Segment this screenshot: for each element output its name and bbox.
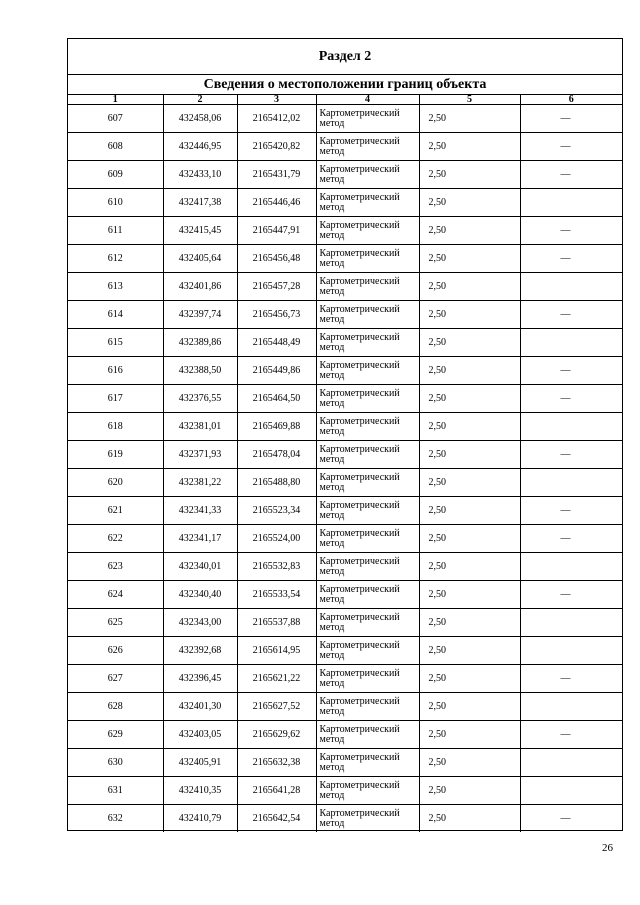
note-cell	[520, 637, 622, 665]
point-number-cell: 610	[68, 189, 163, 217]
table-row	[68, 553, 622, 581]
accuracy-cell: 2,50	[419, 637, 520, 665]
table-row	[68, 497, 622, 525]
x-coordinate-cell: 432415,45	[163, 217, 237, 245]
point-number-cell: 613	[68, 273, 163, 301]
accuracy-cell: 2,50	[419, 553, 520, 581]
table-row	[68, 413, 622, 441]
point-number-cell: 625	[68, 609, 163, 637]
note-cell: —	[520, 805, 622, 833]
table-row	[68, 609, 622, 637]
method-cell: Картометрический метод	[316, 105, 419, 133]
note-cell: —	[520, 581, 622, 609]
y-coordinate-cell: 2165537,88	[237, 609, 316, 637]
point-number-cell: 622	[68, 525, 163, 553]
method-cell: Картометрический метод	[316, 245, 419, 273]
x-coordinate-cell: 432341,17	[163, 525, 237, 553]
table-row	[68, 749, 622, 777]
method-cell: Картометрический метод	[316, 553, 419, 581]
point-number-cell: 630	[68, 749, 163, 777]
note-cell: —	[520, 385, 622, 413]
point-number-cell: 621	[68, 497, 163, 525]
point-number-cell: 616	[68, 357, 163, 385]
y-coordinate-cell: 2165456,73	[237, 301, 316, 329]
y-coordinate-cell: 2165532,83	[237, 553, 316, 581]
note-cell: —	[520, 665, 622, 693]
accuracy-cell: 2,50	[419, 357, 520, 385]
point-number-cell: 607	[68, 105, 163, 133]
method-cell: Картометрический метод	[316, 721, 419, 749]
table-row	[68, 245, 622, 273]
accuracy-cell: 2,50	[419, 749, 520, 777]
table-row	[68, 441, 622, 469]
y-coordinate-cell: 2165478,04	[237, 441, 316, 469]
section-title: Раздел 2	[68, 39, 622, 75]
table-row	[68, 721, 622, 749]
method-cell: Картометрический метод	[316, 693, 419, 721]
accuracy-cell: 2,50	[419, 721, 520, 749]
table-row	[68, 665, 622, 693]
table-row	[68, 329, 622, 357]
accuracy-cell: 2,50	[419, 497, 520, 525]
column-header: 3	[237, 95, 316, 105]
point-number-cell: 629	[68, 721, 163, 749]
y-coordinate-cell: 2165614,95	[237, 637, 316, 665]
y-coordinate-cell: 2165446,46	[237, 189, 316, 217]
point-number-cell: 618	[68, 413, 163, 441]
x-coordinate-cell: 432446,95	[163, 133, 237, 161]
note-cell	[520, 413, 622, 441]
column-header: 6	[520, 95, 622, 105]
accuracy-cell: 2,50	[419, 273, 520, 301]
note-cell: —	[520, 105, 622, 133]
method-cell: Картометрический метод	[316, 357, 419, 385]
x-coordinate-cell: 432410,35	[163, 777, 237, 805]
point-number-cell: 612	[68, 245, 163, 273]
method-cell: Картометрический метод	[316, 441, 419, 469]
x-coordinate-cell: 432376,55	[163, 385, 237, 413]
accuracy-cell: 2,50	[419, 777, 520, 805]
point-number-cell: 624	[68, 581, 163, 609]
table-row	[68, 525, 622, 553]
method-cell: Картометрический метод	[316, 329, 419, 357]
table-row	[68, 637, 622, 665]
x-coordinate-cell: 432343,00	[163, 609, 237, 637]
note-cell: —	[520, 133, 622, 161]
y-coordinate-cell: 2165447,91	[237, 217, 316, 245]
table-row	[68, 301, 622, 329]
y-coordinate-cell: 2165488,80	[237, 469, 316, 497]
accuracy-cell: 2,50	[419, 133, 520, 161]
x-coordinate-cell: 432403,05	[163, 721, 237, 749]
method-cell: Картометрический метод	[316, 665, 419, 693]
point-number-cell: 614	[68, 301, 163, 329]
note-cell: —	[520, 217, 622, 245]
note-cell	[520, 469, 622, 497]
point-number-cell: 609	[68, 161, 163, 189]
table-row	[68, 469, 622, 497]
document-frame	[67, 38, 623, 831]
column-header: 2	[163, 95, 237, 105]
note-cell: —	[520, 301, 622, 329]
accuracy-cell: 2,50	[419, 413, 520, 441]
note-cell	[520, 273, 622, 301]
note-cell	[520, 777, 622, 805]
table-row	[68, 189, 622, 217]
method-cell: Картометрический метод	[316, 525, 419, 553]
note-cell: —	[520, 245, 622, 273]
page-number: 26	[602, 842, 613, 854]
y-coordinate-cell: 2165448,49	[237, 329, 316, 357]
note-cell: —	[520, 497, 622, 525]
point-number-cell: 627	[68, 665, 163, 693]
note-cell	[520, 189, 622, 217]
method-cell: Картометрический метод	[316, 385, 419, 413]
table-row	[68, 385, 622, 413]
method-cell: Картометрический метод	[316, 273, 419, 301]
y-coordinate-cell: 2165627,52	[237, 693, 316, 721]
method-cell: Картометрический метод	[316, 133, 419, 161]
point-number-cell: 617	[68, 385, 163, 413]
x-coordinate-cell: 432433,10	[163, 161, 237, 189]
point-number-cell: 611	[68, 217, 163, 245]
accuracy-cell: 2,50	[419, 693, 520, 721]
accuracy-cell: 2,50	[419, 301, 520, 329]
boundary-table	[68, 95, 622, 832]
note-cell	[520, 609, 622, 637]
point-number-cell: 619	[68, 441, 163, 469]
x-coordinate-cell: 432340,01	[163, 553, 237, 581]
method-cell: Картометрический метод	[316, 161, 419, 189]
accuracy-cell: 2,50	[419, 469, 520, 497]
table-row	[68, 805, 622, 833]
note-cell	[520, 329, 622, 357]
y-coordinate-cell: 2165449,86	[237, 357, 316, 385]
column-header: 4	[316, 95, 419, 105]
y-coordinate-cell: 2165469,88	[237, 413, 316, 441]
x-coordinate-cell: 432389,86	[163, 329, 237, 357]
x-coordinate-cell: 432392,68	[163, 637, 237, 665]
point-number-cell: 620	[68, 469, 163, 497]
y-coordinate-cell: 2165642,54	[237, 805, 316, 833]
method-cell: Картометрический метод	[316, 469, 419, 497]
table-body	[68, 105, 622, 833]
note-cell: —	[520, 441, 622, 469]
method-cell: Картометрический метод	[316, 609, 419, 637]
y-coordinate-cell: 2165524,00	[237, 525, 316, 553]
method-cell: Картометрический метод	[316, 189, 419, 217]
x-coordinate-cell: 432340,40	[163, 581, 237, 609]
y-coordinate-cell: 2165641,28	[237, 777, 316, 805]
y-coordinate-cell: 2165629,62	[237, 721, 316, 749]
x-coordinate-cell: 432401,86	[163, 273, 237, 301]
x-coordinate-cell: 432405,91	[163, 749, 237, 777]
note-cell: —	[520, 525, 622, 553]
table-row	[68, 133, 622, 161]
x-coordinate-cell: 432405,64	[163, 245, 237, 273]
y-coordinate-cell: 2165420,82	[237, 133, 316, 161]
accuracy-cell: 2,50	[419, 581, 520, 609]
accuracy-cell: 2,50	[419, 217, 520, 245]
y-coordinate-cell: 2165457,28	[237, 273, 316, 301]
note-cell: —	[520, 161, 622, 189]
x-coordinate-cell: 432458,06	[163, 105, 237, 133]
y-coordinate-cell: 2165621,22	[237, 665, 316, 693]
accuracy-cell: 2,50	[419, 161, 520, 189]
x-coordinate-cell: 432410,79	[163, 805, 237, 833]
table-row	[68, 693, 622, 721]
note-cell	[520, 693, 622, 721]
y-coordinate-cell: 2165464,50	[237, 385, 316, 413]
accuracy-cell: 2,50	[419, 665, 520, 693]
y-coordinate-cell: 2165412,02	[237, 105, 316, 133]
point-number-cell: 623	[68, 553, 163, 581]
method-cell: Картометрический метод	[316, 581, 419, 609]
table-row	[68, 777, 622, 805]
method-cell: Картометрический метод	[316, 217, 419, 245]
table-row	[68, 105, 622, 133]
x-coordinate-cell: 432401,30	[163, 693, 237, 721]
y-coordinate-cell: 2165632,38	[237, 749, 316, 777]
accuracy-cell: 2,50	[419, 441, 520, 469]
y-coordinate-cell: 2165523,34	[237, 497, 316, 525]
note-cell	[520, 749, 622, 777]
table-row	[68, 581, 622, 609]
y-coordinate-cell: 2165533,54	[237, 581, 316, 609]
method-cell: Картометрический метод	[316, 749, 419, 777]
accuracy-cell: 2,50	[419, 805, 520, 833]
column-header: 5	[419, 95, 520, 105]
method-cell: Картометрический метод	[316, 805, 419, 833]
point-number-cell: 608	[68, 133, 163, 161]
note-cell: —	[520, 721, 622, 749]
point-number-cell: 626	[68, 637, 163, 665]
y-coordinate-cell: 2165456,48	[237, 245, 316, 273]
header-row	[68, 95, 622, 105]
point-number-cell: 628	[68, 693, 163, 721]
accuracy-cell: 2,50	[419, 525, 520, 553]
point-number-cell: 631	[68, 777, 163, 805]
x-coordinate-cell: 432396,45	[163, 665, 237, 693]
y-coordinate-cell: 2165431,79	[237, 161, 316, 189]
table-row	[68, 217, 622, 245]
x-coordinate-cell: 432417,38	[163, 189, 237, 217]
x-coordinate-cell: 432371,93	[163, 441, 237, 469]
x-coordinate-cell: 432388,50	[163, 357, 237, 385]
x-coordinate-cell: 432381,22	[163, 469, 237, 497]
table-row	[68, 161, 622, 189]
point-number-cell: 615	[68, 329, 163, 357]
note-cell: —	[520, 357, 622, 385]
section-subtitle: Сведения о местоположении границ объекта	[68, 75, 622, 95]
accuracy-cell: 2,50	[419, 385, 520, 413]
accuracy-cell: 2,50	[419, 609, 520, 637]
table-row	[68, 273, 622, 301]
method-cell: Картометрический метод	[316, 497, 419, 525]
method-cell: Картометрический метод	[316, 301, 419, 329]
method-cell: Картометрический метод	[316, 777, 419, 805]
x-coordinate-cell: 432397,74	[163, 301, 237, 329]
accuracy-cell: 2,50	[419, 105, 520, 133]
x-coordinate-cell: 432341,33	[163, 497, 237, 525]
table-row	[68, 357, 622, 385]
column-header: 1	[68, 95, 163, 105]
point-number-cell: 632	[107, 813, 123, 824]
accuracy-cell: 2,50	[419, 245, 520, 273]
x-coordinate-cell: 432381,01	[163, 413, 237, 441]
method-cell: Картометрический метод	[316, 413, 419, 441]
accuracy-cell: 2,50	[419, 329, 520, 357]
accuracy-cell: 2,50	[419, 189, 520, 217]
note-cell	[520, 553, 622, 581]
method-cell: Картометрический метод	[316, 637, 419, 665]
